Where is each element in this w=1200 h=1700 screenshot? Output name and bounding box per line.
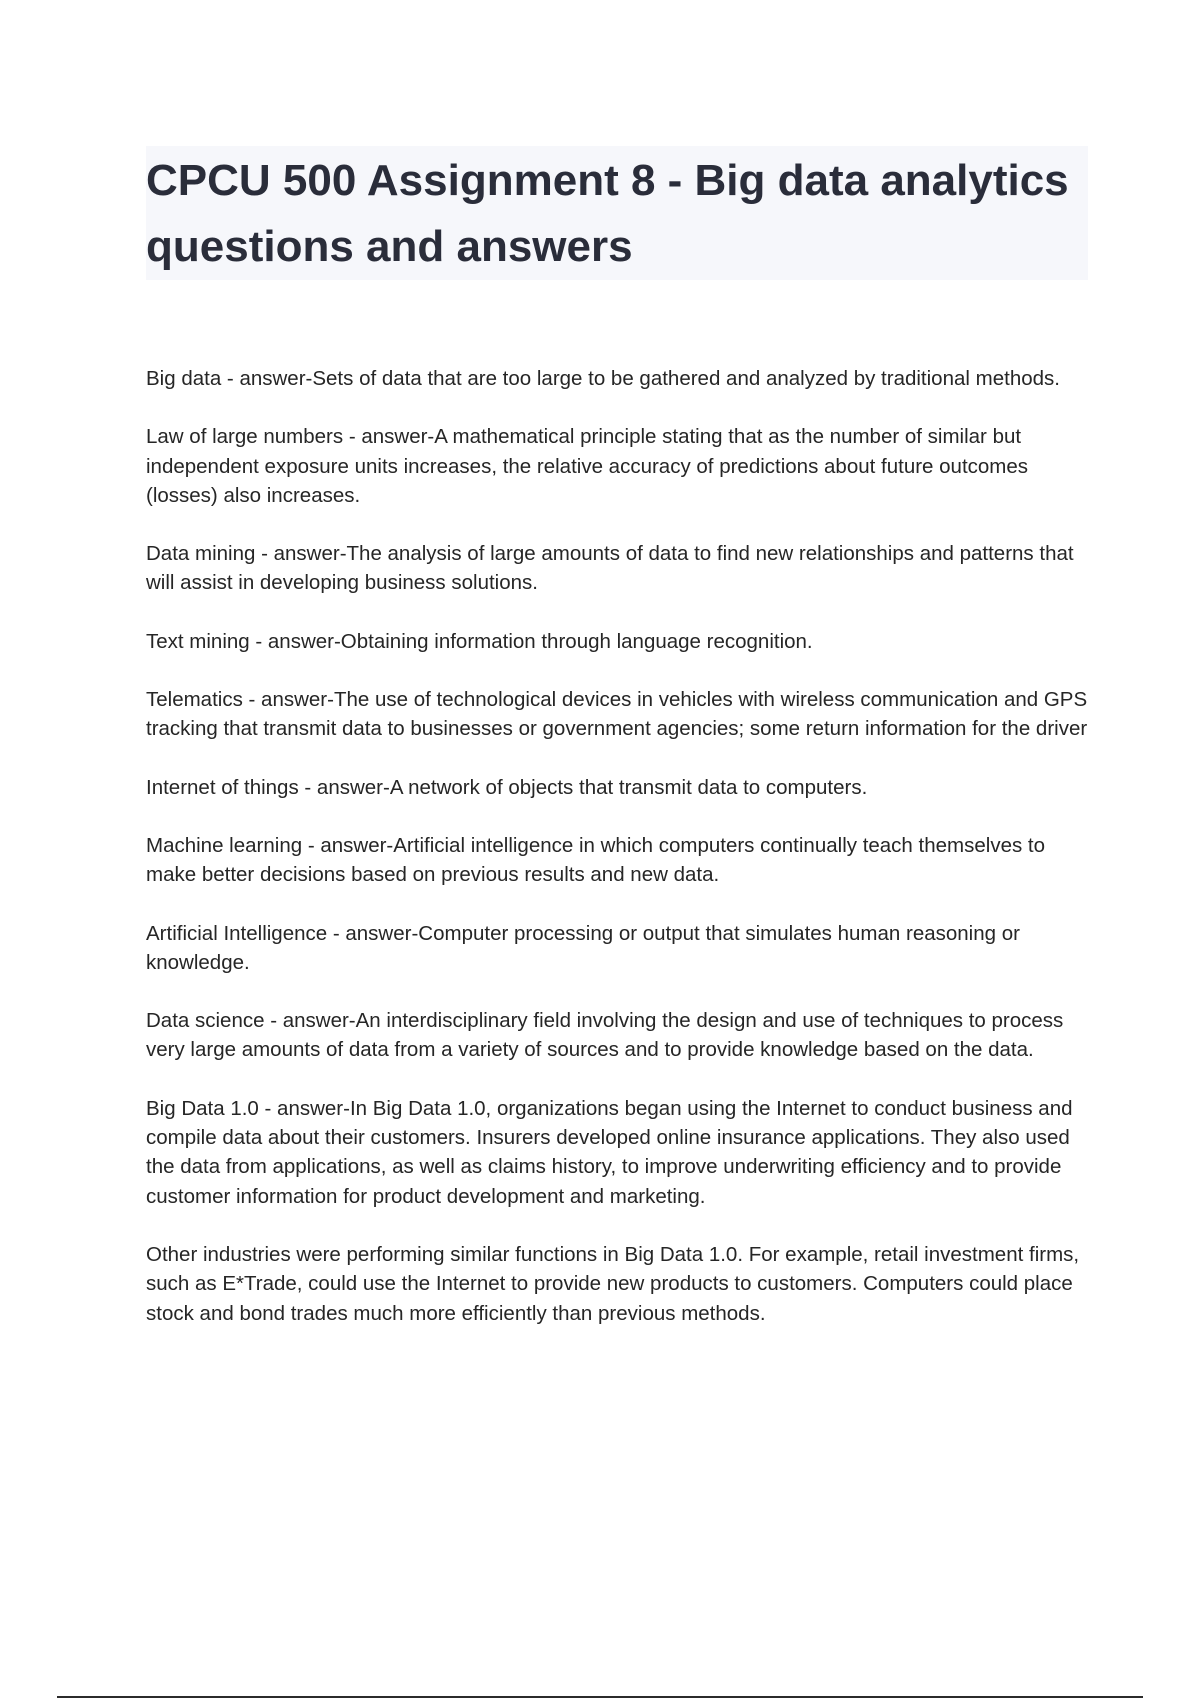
- entry-machine-learning: Machine learning - answer-Artificial intelligence in which computers continually teach themselves to make better decisions based on previous results and new data.: [146, 833, 1046, 887]
- title-block: [146, 146, 1088, 280]
- entry-data-mining: Data mining - answer-The analysis of large amounts of data to find new relationships and patterns that will assist in developing business solutions.: [146, 542, 1074, 595]
- entry-artificial-intelligence: Artificial Intelligence - answer-Computer processing or output that simulates human reasoning or knowledge.: [146, 921, 1020, 974]
- entry-data-science: Data science - answer-An interdisciplinary field involving the design and use of techniques to process very large amounts of data from a variety of sources and to provide knowledge based on the data.: [146, 1009, 1064, 1062]
- entry-telematics: Telematics - answer-The use of technological devices in vehicles with wireless communication and GPS tracking that transmit data to businesses or government agencies; some return information for the driver: [146, 688, 1088, 741]
- entry-big-data: Big data - answer-Sets of data that are too large to be gathered and analyzed by traditional methods.: [146, 367, 1060, 390]
- entry-internet-of-things: Internet of things - answer-A network of objects that transmit data to computers.: [146, 775, 868, 799]
- footer-divider: [57, 1696, 1143, 1698]
- entry-big-data-1-0: Big Data 1.0 - answer-In Big Data 1.0, organizations began using the Internet to conduct business and compile data about their customers. Insurers developed online insurance applications. They also used the data from applications, as well as claims history, to improve underwriting efficiency and to provide customer information for product development and marketing.: [146, 1096, 1073, 1208]
- entry-text-mining: Text mining - answer-Obtaining information through language recognition.: [146, 629, 813, 653]
- entry-other-industries: Other industries were performing similar functions in Big Data 1.0. For example, retail investment firms, such as E*Trade, could use the Internet to provide new products to customers. Computers could place stock and bond trades much more efficiently than previous methods.: [146, 1242, 1080, 1325]
- page-title: CPCU 500 Assignment 8 - Big data analytics questions and answers: [146, 156, 1069, 271]
- document-body: [146, 364, 1096, 1357]
- entry-law-of-large-numbers: Law of large numbers - answer-A mathematical principle stating that as the number of similar but independent exposure units increases, the relative accuracy of predictions about future outcomes (losses) also increases.: [146, 425, 1029, 507]
